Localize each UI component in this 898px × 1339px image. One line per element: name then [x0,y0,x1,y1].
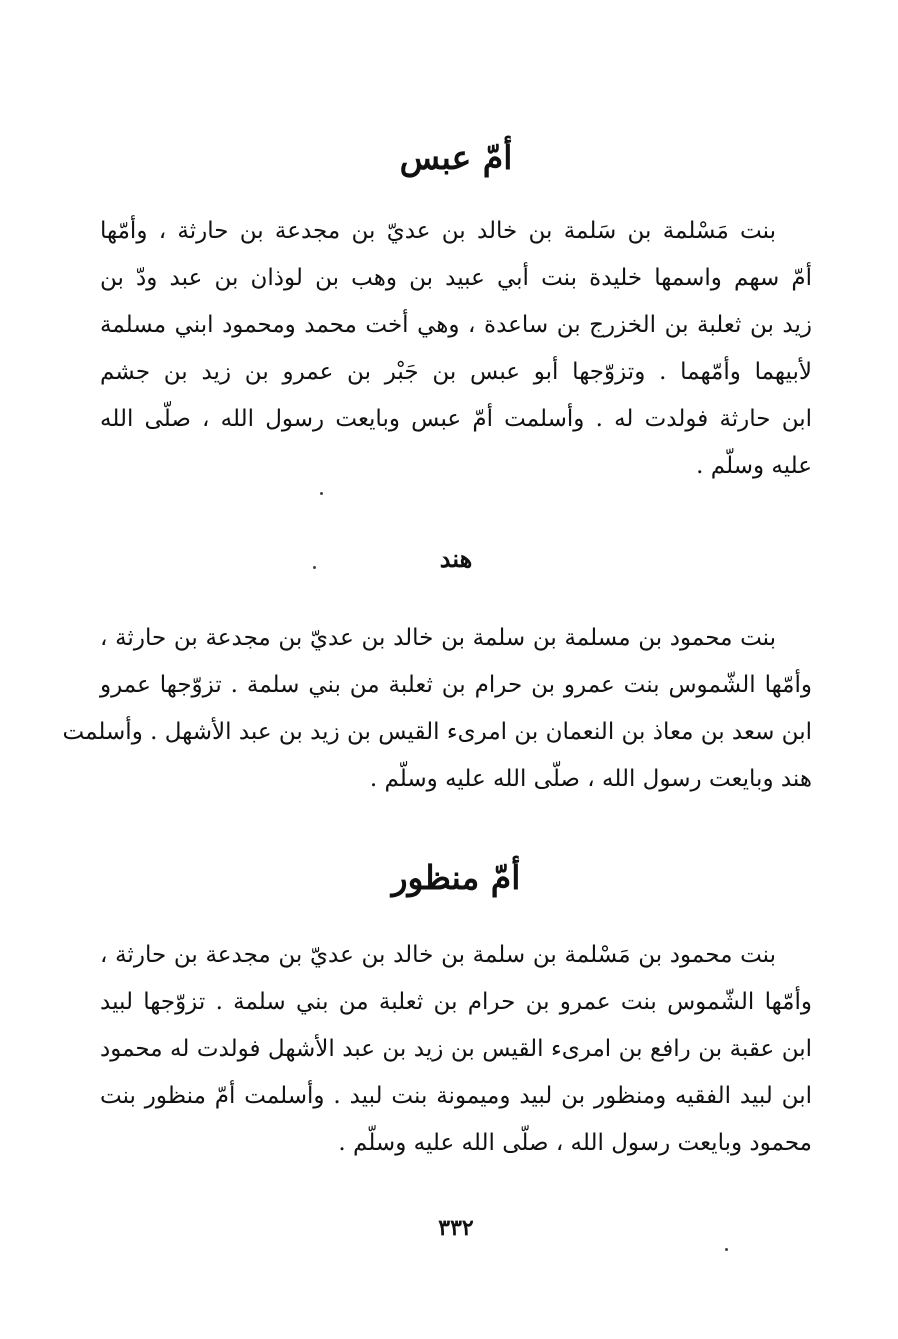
text-line: عليه وسلّم . [696,453,812,479]
section-heading-hind: هند [439,544,473,573]
section-hind-body [62,615,812,803]
section-heading-umm-abs: أمّ عبس [399,138,513,177]
text-line: ابن عقبة بن رافع بن امرىء القيس بن زيد بن عبد الأشهل فولدت له محمود [100,1036,812,1062]
paragraph [62,615,812,803]
text-line: بنت محمود بن مسلمة بن سلمة بن خالد بن عديّ بن مجدعة بن حارثة ، [100,625,776,651]
text-line: وأمّها الشّموس بنت عمرو بن حرام بن ثعلبة من بني سلمة . تزوّجها عمرو [100,672,812,698]
section-umm-manzur-body [100,932,812,1167]
text-line: لأبيهما وأمّهما . وتزوّجها أبو عبس بن جَبْر بن عمرو بن زيد بن جشم [100,359,812,385]
section-heading-umm-manzur: أمّ منظور [391,858,521,897]
section-umm-abs-body [100,208,812,490]
page-number: ٣٣٢ [438,1215,474,1241]
text-line: وأمّها الشّموس بنت عمرو بن حرام بن ثعلبة من بني سلمة . تزوّجها لبيد [100,989,812,1015]
paragraph [100,208,812,490]
text-line: بنت محمود بن مَسْلمة بن سلمة بن خالد بن عديّ بن مجدعة بن حارثة ، [100,942,776,968]
text-line: ابن حارثة فولدت له . وأسلمت أمّ عبس وبايعت رسول الله ، صلّى الله [100,406,812,432]
text-line: هند وبايعت رسول الله ، صلّى الله عليه وسلّم . [369,766,812,792]
scan-speck [725,1248,728,1251]
text-line: ابن سعد بن معاذ بن النعمان بن امرىء القيس بن زيد بن عبد الأشهل . وأسلمت [62,719,812,745]
scan-speck [313,566,316,569]
scan-speck [320,492,323,495]
text-line: زيد بن ثعلبة بن الخزرج بن ساعدة ، وهي أخت محمد ومحمود ابني مسلمة [100,312,812,338]
text-line: محمود وبايعت رسول الله ، صلّى الله عليه وسلّم . [338,1130,812,1156]
text-line: أمّ سهم واسمها خليدة بنت أبي عبيد بن وهب بن لوذان بن عبد ودّ بن [100,265,812,291]
text-line: ابن لبيد الفقيه ومنظور بن لبيد وميمونة بنت لبيد . وأسلمت أمّ منظور بنت [100,1083,812,1109]
text-line: بنت مَسْلمة بن سَلمة بن خالد بن عديّ بن مجدعة بن حارثة ، وأمّها [100,218,776,244]
paragraph [100,932,812,1167]
